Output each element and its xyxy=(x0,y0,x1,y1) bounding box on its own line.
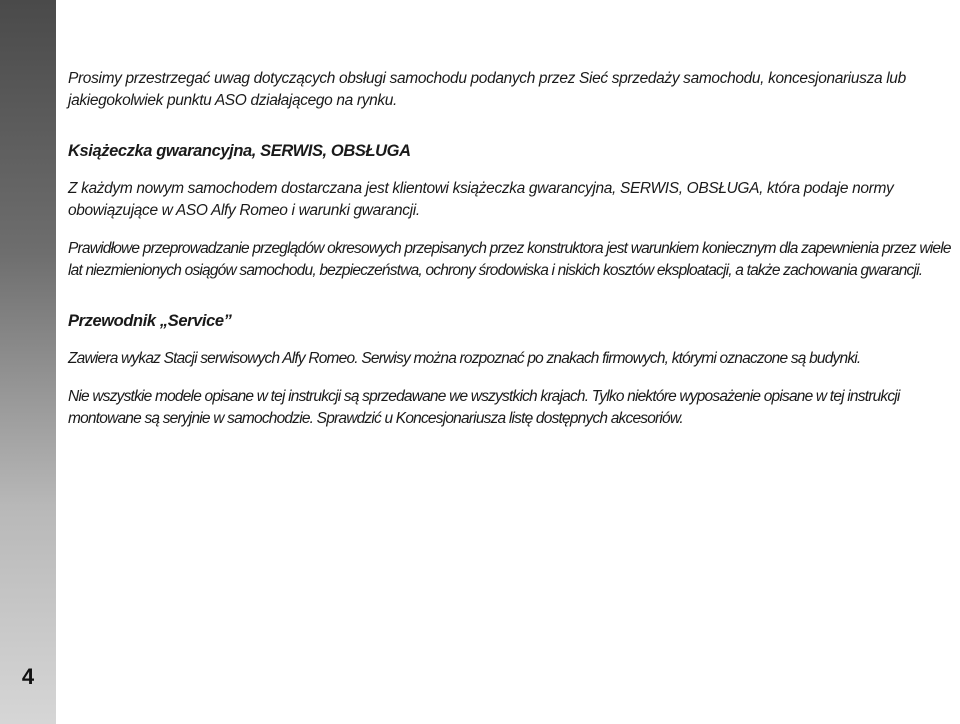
warranty-paragraph: Z każdym nowym samochodem dostarczana jest klientowi książeczka gwarancyjna, SERWIS, OBSŁUGA, która podaje normy obowiązujące w ASO Alfy Romeo i warunki gwarancji. xyxy=(68,180,894,219)
page-number: 4 xyxy=(21,664,35,689)
service-heading: Przewodnik „Service” xyxy=(68,312,232,330)
intro-paragraph: Prosimy przestrzegać uwag dotyczących obsługi samochodu podanych przez Sieć sprzedaży samochodu, koncesjonariusza lub jakiegokolwiek punktu ASO działającego na rynku. xyxy=(68,70,906,109)
service-paragraph: Zawiera wykaz Stacji serwisowych Alfy Romeo. Serwisy można rozpoznać po znakach firmowych, którymi oznaczone są budynki. xyxy=(68,350,861,367)
side-strip xyxy=(0,0,56,724)
warranty-heading: Książeczka gwarancyjna, SERWIS, OBSŁUGA xyxy=(68,142,411,160)
models-paragraph: Nie wszystkie modele opisane w tej instrukcji są sprzedawane we wszystkich krajach. Tylko niektóre wyposażenie opisane w tej instrukcji montowane są seryjnie w samochodzie. Sprawdzić u Koncesjonariusza listę dostępnych akcesoriów. xyxy=(68,388,900,427)
page-content xyxy=(68,68,954,430)
maintenance-paragraph: Prawidłowe przeprowadzanie przeglądów okresowych przepisanych przez konstruktora jest warunkiem koniecznym dla zapewnienia przez wiele lat niezmienionych osiągów samochodu, bezpieczeństwa, ochrony środowiska i niskich kosztów eksploatacji, a także zachowania gwarancji. xyxy=(68,240,951,279)
